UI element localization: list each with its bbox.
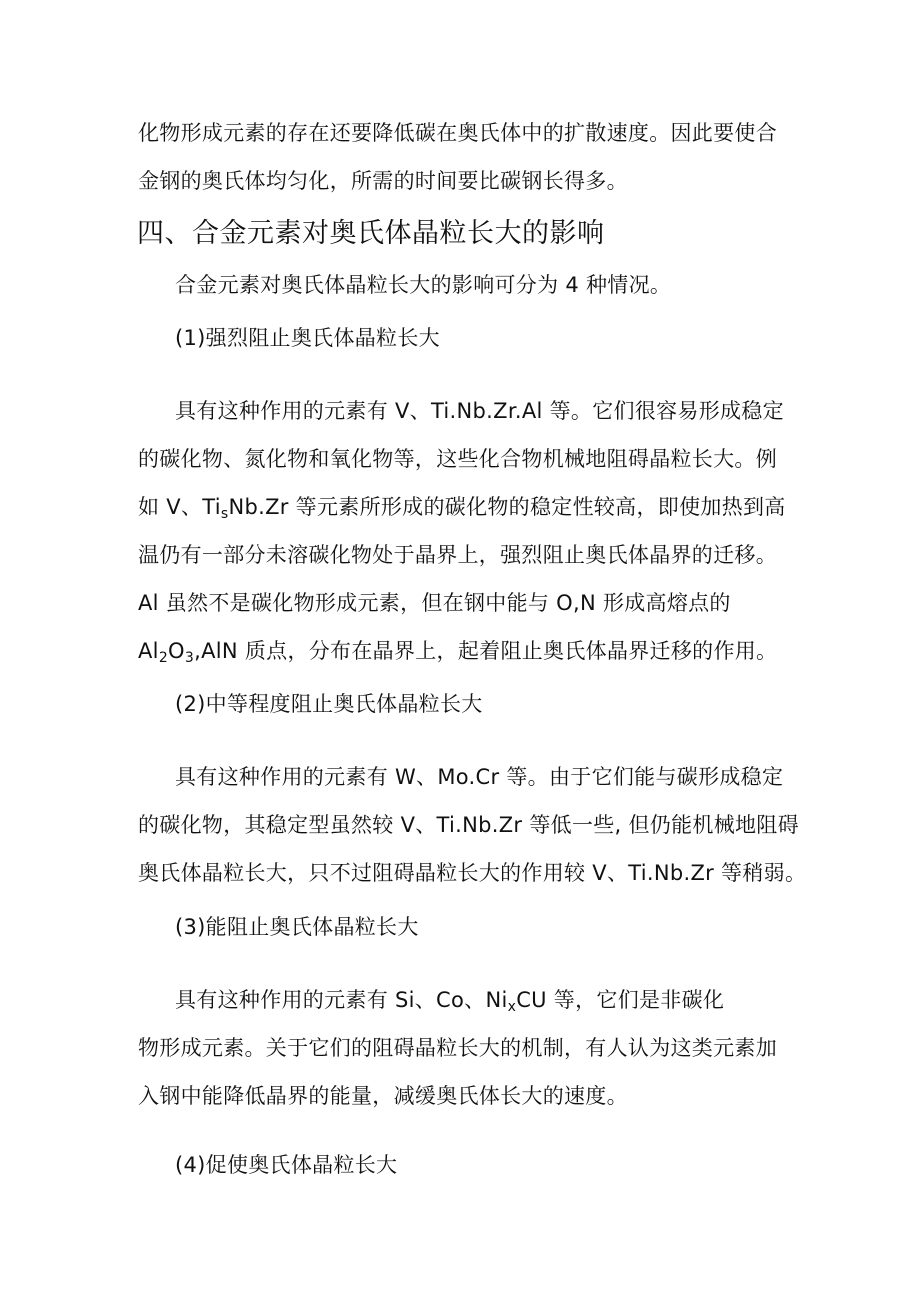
item3-line-1-text-b: CU 等，它们是非碳化 xyxy=(516,988,725,1012)
item1-line-6-subscript-1: 2 xyxy=(158,650,169,666)
item1-line-4: 温仍有一部分未溶碳化物处于晶界上，强烈阻止奥氏体晶界的迁移。 xyxy=(138,543,777,567)
item1-line-3-text-a: 如 V、Ti xyxy=(138,495,221,519)
item2-line-3: 奥氏体晶粒长大，只不过阻碍晶粒长大的作用较 V、Ti.Nb.Zr 等稍弱。 xyxy=(138,861,807,885)
item1-line-3 xyxy=(138,492,786,522)
item1-line-5: Al 虽然不是碳化物形成元素，但在钢中能与 O,N 形成高熔点的 xyxy=(138,591,731,615)
item1-line-6-text-b: O xyxy=(168,639,185,663)
item1-line-6-text-c: ,AlN 质点，分布在晶界上，起着阻止奥氏体晶界迁移的作用。 xyxy=(194,639,778,663)
section-intro: 合金元素对奥氏体晶粒长大的影响可分为 4 种情况。 xyxy=(175,273,672,297)
item1-line-2: 的碳化物、氮化物和氧化物等，这些化合物机械地阻碍晶粒长大。例 xyxy=(138,447,777,471)
item3-line-2: 物形成元素。关于它们的阻碍晶粒长大的机制，有人认为这类元素加 xyxy=(138,1036,777,1060)
item1-line-1: 具有这种作用的元素有 V、Ti.Nb.Zr.Al 等。它们很容易形成稳定 xyxy=(175,399,784,423)
item2-line-1: 具有这种作用的元素有 W、Mo.Cr 等。由于它们能与碳形成稳定 xyxy=(175,765,784,789)
item2-line-2: 的碳化物，其稳定型虽然较 V、Ti.Nb.Zr 等低一些, 但仍能机械地阻碍 xyxy=(138,813,799,837)
item2-title: (2)中等程度阻止奥氏体晶粒长大 xyxy=(175,692,483,716)
intro-line-2: 金钢的奥氏体均匀化，所需的时间要比碳钢长得多。 xyxy=(138,169,628,193)
item3-title: (3)能阻止奥氏体晶粒长大 xyxy=(175,915,419,939)
item1-line-6-subscript-2: 3 xyxy=(184,650,195,666)
item1-line-3-text-b: Nb.Zr 等元素所形成的碳化物的稳定性较高，即使加热到高 xyxy=(228,495,786,519)
intro-line-1: 化物形成元素的存在还要降低碳在奥氏体中的扩散速度。因此要使合 xyxy=(138,121,777,145)
item1-line-6 xyxy=(138,636,777,666)
section-heading: 四、合金元素对奥氏体晶粒长大的影响 xyxy=(137,218,605,249)
item1-title: (1)强烈阻止奥氏体晶粒长大 xyxy=(175,326,440,350)
item3-line-1-subscript: x xyxy=(507,999,517,1015)
item3-line-1-text-a: 具有这种作用的元素有 Si、Co、Ni xyxy=(175,988,508,1012)
item1-line-6-text-a: Al xyxy=(138,639,159,663)
item3-line-3: 入钢中能降低晶界的能量，减缓奥氏体长大的速度。 xyxy=(138,1084,628,1108)
item1-line-3-subscript: s xyxy=(220,506,229,522)
item4-title: (4)促使奥氏体晶粒长大 xyxy=(175,1153,398,1177)
item3-line-1 xyxy=(175,985,724,1015)
